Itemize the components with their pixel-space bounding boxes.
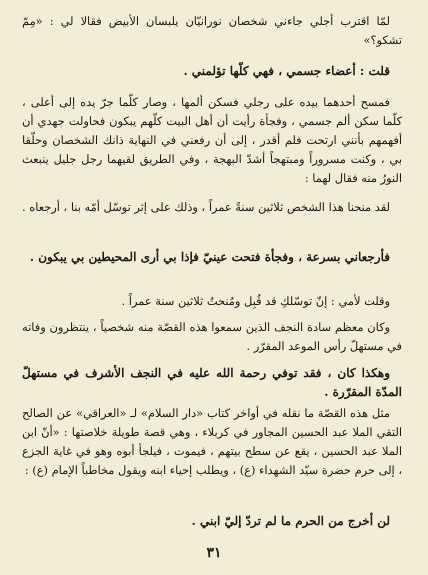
paragraph-9: مثل هذه القصّة ما نقله في أواخر كتاب «دار السلام» لـ «العراقي» عن الصالح التقي الملا عبد الحسين المجاور في كربلاء ، وهي قصة طويلة خلاصتها : «أنّ ابن الملا عبد الحسين ، يقع عن سطح بيتهم ، فيموت ، فيلجأ أبوه وهو في غاية الجزع ، إلى حرم حضرة سيّد الشهداء (ع) ، ويطلب إحياء ابنه ويقول مخاطباً الإمام (ع) :	[22, 406, 402, 477]
paragraph-5: فأرجعاني بسرعة ، وفجأة فتحت عينيّ فإذا بي أرى المحيطين بي يبكون .	[29, 250, 390, 264]
paragraph-2: قلت : أعضاء جسمي ، فهي كلّها تؤلمني .	[183, 64, 390, 78]
paragraph-6: وقلت لأمي : إنّ توسّلكِ قد قُبِل ومُنحتُ ثلاثين سنة عمراً .	[121, 294, 390, 308]
paragraph-4: لقد منحنا هذا الشخص ثلاثين سنةً عمراً ، وذلك على إثر توسّل أمّه بنا ، أرجعاه .	[22, 200, 390, 214]
page-number: ٣١	[206, 545, 222, 561]
paragraph-3: فمسح أحدهما بيده على رجلي فسكن ألمها ، وصار كلّما جرّ يده إلى أعلى ، كلّما سكن ألم جسمي ، وفجأة رأيت أن أهل البيت كلّهم يبكون فحاولت جهدي أن أفهمهم بأنني ارتحت فلم أقدر ، إلى أن رفعني في النهاية ذانك الشخصان وحلّقا بي ، وكنت مسروراً ومبتهجاً أشدّ البهجة ، وفي الطريق لقيهما رجل جليل ينبعث النورُ منه فقال لهما :	[22, 95, 402, 185]
paragraph-7: وكان معظم سادة النجف الذين سمعوا هذه القصّة منه شخصياً ، ينتظرون وفاته في مستهلّ رأس الموعد المقرّر .	[22, 320, 402, 353]
paragraph-10: لن أخرج من الحرم ما لم تردّ إليّ ابني .	[191, 514, 390, 528]
paragraph-1: لمّا اقترب أجلي جاءني شخصان نورانيّان يلبسان الأبيض فقالا لي : «مِمّ تشكو؟»	[22, 14, 402, 47]
paragraph-8: وهكذا كان ، فقد توفي رحمة الله عليه في النجف الأشرف في مستهلّ المدّة المقرّرة .	[22, 366, 402, 399]
